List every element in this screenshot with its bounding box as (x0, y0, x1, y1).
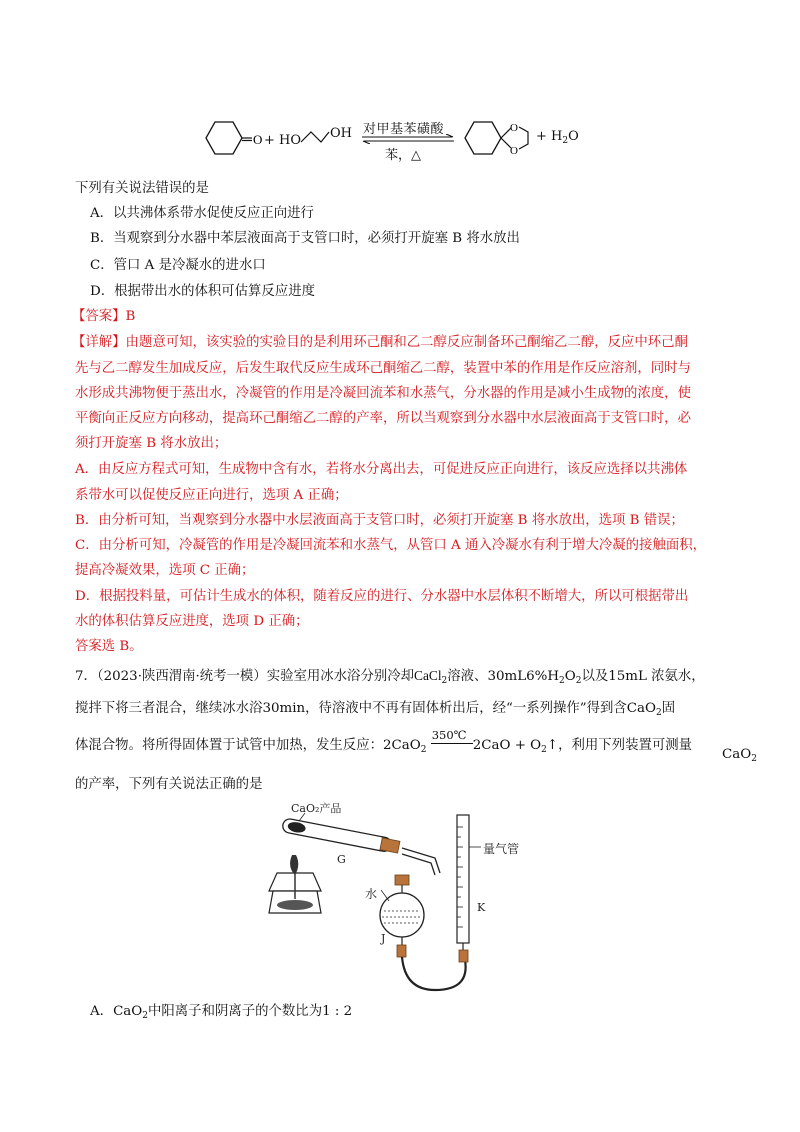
cyclohexanone-structure (200, 118, 270, 162)
svg-text:O: O (510, 145, 518, 157)
label-g: G (337, 853, 346, 866)
svg-text:O: O (510, 122, 518, 134)
label-j: J (381, 932, 386, 945)
q7-option-a-letter: A． (90, 1004, 114, 1019)
gas-arrow: ↑ (546, 738, 559, 753)
glycol-chain (299, 124, 331, 150)
water-sub: 2 (562, 136, 569, 146)
h2o2-sub2: 2 (575, 676, 582, 686)
water-h: + H (536, 129, 563, 144)
q7-option-a-sub: 2 (142, 1011, 149, 1021)
q6-explanation-line: 先与乙二醇发生加成反应，后发生取代反应生成环己酮缩乙二醇，装置中苯的作用是作反应溶剂，同时与 (75, 361, 691, 376)
q6-answer: 【答案】B (72, 309, 136, 324)
q7-line-2 (75, 700, 675, 722)
q7-line-3 (75, 728, 693, 759)
equation-arrow (431, 728, 473, 755)
equation-left: 2CaO (382, 738, 421, 753)
q6-option-b: B．当观察到分水器中苯层液面高于支管口时，必须打开旋塞 B 将水放出 (90, 231, 520, 246)
equation-right-sub: 2 (541, 745, 547, 755)
q7-measure: ，利用下列装置可测量 (558, 738, 693, 753)
label-product: CaO₂产品 (291, 802, 342, 815)
q6-option-a: A．以共沸体系带水促使反应正向进行 (90, 206, 314, 221)
q6-explanation-line: 系带水可以促使反应正向进行，选项 A 正确； (75, 488, 348, 503)
q6-explanation-line: C．由分析可知，冷凝管的作用是冷凝回流苯和水蒸气，从管口 A 通入冷凝水有利于增大冷凝的接触面积， (75, 538, 707, 553)
cao2-sub: 2 (656, 708, 662, 718)
q6-option-d: D．根据带出水的体积可估算反应进度 (90, 284, 315, 299)
water-o: O (568, 129, 579, 144)
equation-right: 2CaO + O (472, 738, 542, 753)
q7-reagents: 溶液、30mL6%H (447, 669, 560, 684)
q7-line-4: 的产率，下列有关说法正确的是 (75, 777, 263, 792)
q7-option-a (90, 1003, 352, 1025)
reagent-oh: OH (330, 126, 352, 141)
q6-explanation-line: 提高冷凝效果，选项 C 正确； (75, 563, 255, 578)
ketal-structure (462, 118, 542, 162)
cao2-formula: CaO (626, 701, 657, 716)
q6-explanation-line: 平衡向正反应方向移动，提高环己酮缩乙二醇的产率，所以当观察到分水器中水层液面高于支管口时，必 (75, 411, 691, 426)
label-water: 水 (365, 887, 378, 901)
cao2-formula-wrap (722, 747, 757, 764)
q6-explanation-line: 须打开旋塞 B 将水放出； (75, 436, 228, 451)
cacl2-sub: 2 (441, 676, 448, 686)
q6-explanation-line: D．根据投料量，可估计生成水的体积，随着反应的进行、分水器中水层体积不断增大，所以可根据带出 (75, 589, 689, 604)
reaction-equation (200, 118, 600, 162)
catalyst-label: 对甲基苯磺酸 (363, 122, 445, 137)
q6-option-c: C．管口 A 是冷凝水的进水口 (90, 258, 266, 273)
cacl2-formula: CaCl (414, 668, 442, 683)
conditions-label: 苯，△ (385, 148, 421, 163)
cao2-formula-2: CaO (722, 747, 752, 762)
q7-ammonia: 以及15mL 浓氨水， (581, 669, 705, 684)
apparatus-diagram (265, 795, 535, 995)
q7-option-a-formula: CaO (113, 1004, 143, 1019)
q6-explanation-line: B．由分析可知，当观察到分水器中水层液面高于支管口时，必须打开旋塞 B 将水放出，选项 B 错误； (75, 513, 684, 528)
q7-number: 7． (75, 669, 97, 684)
label-gas-tube: 量气管 (483, 842, 520, 856)
q7-option-a-text: 中阳离子和阴离子的个数比为1 : 2 (148, 1004, 353, 1019)
q6-explanation-line: 【详解】由题意可知，该实验的实验目的是利用环己酮和乙二醇反应制备环己酮缩乙二醇，反应中环己酮 (72, 335, 688, 350)
q6-explanation-line: 水形成共沸物便于蒸出水，冷凝管的作用是冷凝回流苯和水蒸气，分水器的作用是减小生成物的浓度，使 (75, 386, 691, 401)
h2o2-o: O (564, 669, 576, 684)
q7-solid: 固 (661, 701, 676, 716)
q7-source: （2023·陕西渭南·统考一模）实验室用冰水浴分别冷却 (96, 669, 415, 684)
cao2-sub-2: 2 (751, 754, 757, 764)
svg-text:O: O (253, 132, 263, 147)
reagent-ho: + HO (264, 133, 302, 148)
equilibrium-arrow (360, 134, 456, 144)
q7-heating: 体混合物。将所得固体置于试管中加热，发生反应： (75, 738, 383, 753)
q7-procedure: 搅拌下将三者混合，继续冰水浴30min，待溶液中不再有固体析出后，经“一系列操作”得到含 (75, 701, 627, 716)
equation-temperature: 350℃ (431, 728, 467, 742)
label-k: K (477, 901, 486, 914)
equation-left-sub: 2 (420, 745, 427, 755)
h2o2-sub1: 2 (559, 676, 565, 686)
q7-line-1 (75, 667, 705, 690)
q6-explanation-line: 水的体积估算反应进度，选项 D 正确； (75, 614, 309, 629)
q6-explanation-line: 答案选 B。 (75, 639, 143, 654)
apparatus-drawing (265, 795, 535, 995)
q6-explanation-line: A．由反应方程式可知，生成物中含有水，若将水分离出去，可促进反应正向进行，该反应选择以共沸体 (75, 462, 688, 477)
product-water (536, 129, 579, 146)
q6-stem: 下列有关说法错误的是 (75, 181, 209, 196)
